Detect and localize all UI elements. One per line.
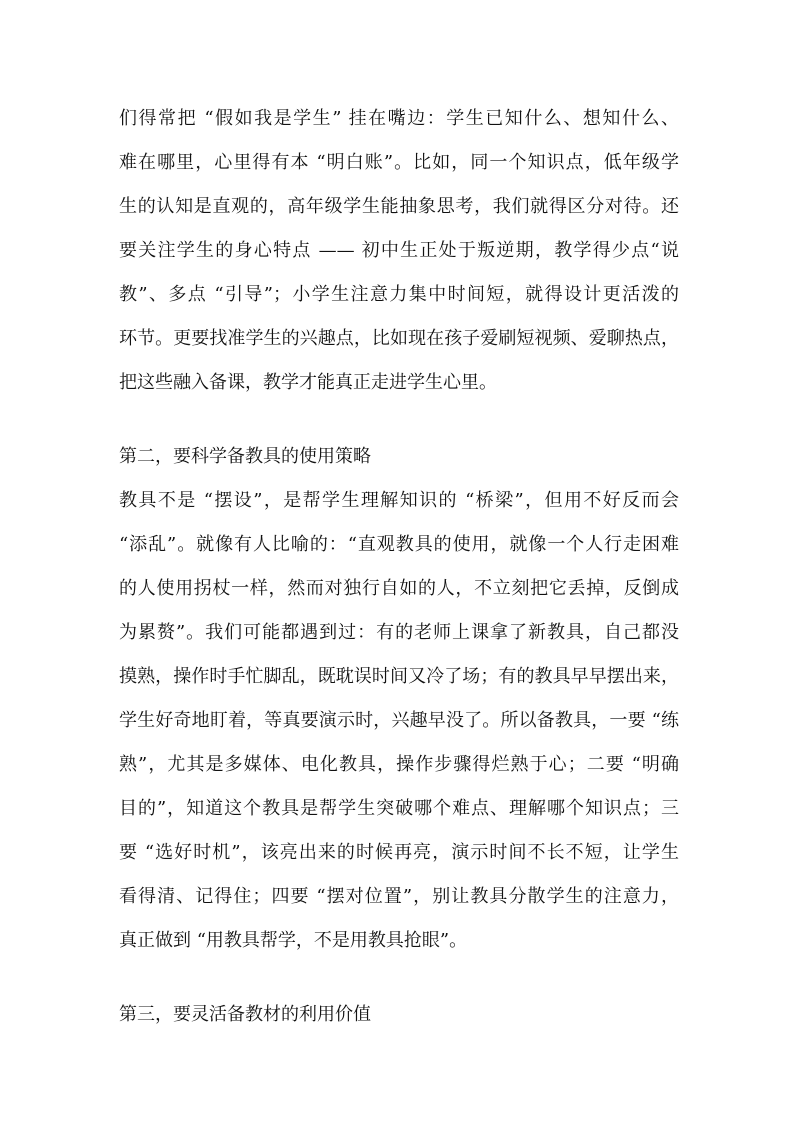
text-line: 生的认知是直观的，高年级学生能抽象思考，我们就得区分对待。还 [119, 196, 679, 217]
text-line: 目的”，知道这个教具是帮学生突破哪个难点、理解哪个知识点；三 [119, 798, 679, 819]
text-line: 要 “选好时机”，该亮出来的时候再亮，演示时间不长不短，让学生 [119, 842, 679, 863]
text-line: 环节。更要找准学生的兴趣点，比如现在孩子爱刷短视频、爱聊热点， [119, 328, 679, 349]
text-line: 们得常把 “假如我是学生” 挂在嘴边：学生已知什么、想知什么、 [119, 108, 679, 129]
section-heading-2: 第二，要科学备教具的使用策略 [119, 446, 371, 467]
section-heading-3: 第三，要灵活备教材的利用价值 [119, 1004, 371, 1025]
text-line: 学生好奇地盯着，等真要演示时，兴趣早没了。所以备教具，一要 “练 [119, 710, 679, 731]
text-line: 要关注学生的身心特点 —— 初中生正处于叛逆期，教学得少点“说 [119, 240, 679, 261]
text-line: 教”、多点 “引导”；小学生注意力集中时间短，就得设计更活泼的 [119, 284, 679, 305]
text-line: 摸熟，操作时手忙脚乱，既耽误时间又冷了场；有的教具早早摆出来， [119, 666, 679, 687]
text-line: 把这些融入备课，教学才能真正走进学生心里。 [119, 372, 497, 393]
text-line: 真正做到 “用教具帮学，不是用教具抢眼”。 [119, 930, 468, 951]
text-line: 难在哪里，心里得有本 “明白账”。比如，同一个知识点，低年级学 [119, 152, 679, 173]
text-line: 的人使用拐杖一样，然而对独行自如的人，不立刻把它丢掉，反倒成 [119, 578, 679, 599]
text-line: 为累赘”。我们可能都遇到过：有的老师上课拿了新教具，自己都没 [119, 622, 679, 643]
text-line: 教具不是 “摆设”，是帮学生理解知识的 “桥梁”，但用不好反而会 [119, 490, 679, 511]
text-line: “添乱”。就像有人比喻的：“直观教具的使用，就像一个人行走困难 [119, 534, 679, 555]
text-line: 看得清、记得住；四要 “摆对位置”，别让教具分散学生的注意力， [119, 886, 679, 907]
text-line: 熟”，尤其是多媒体、电化教具，操作步骤得烂熟于心；二要 “明确 [119, 754, 679, 775]
